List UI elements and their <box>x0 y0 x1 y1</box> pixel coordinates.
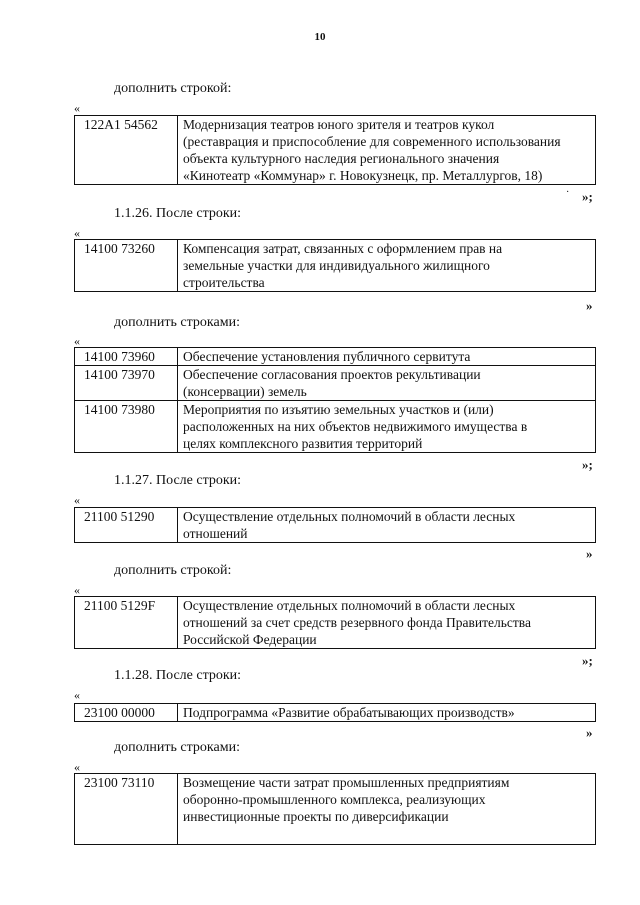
budget-code: 21100 5129F <box>75 597 178 649</box>
instruction-text: дополнить строкой: <box>114 81 232 96</box>
table-row <box>75 774 596 845</box>
budget-code: 14100 73970 <box>75 366 178 401</box>
instruction-text: дополнить строками: <box>114 740 240 755</box>
table-row <box>75 508 596 543</box>
open-quote: « <box>74 760 80 774</box>
open-quote: « <box>74 583 80 597</box>
table-row <box>75 366 596 401</box>
budget-code: 14100 73960 <box>75 348 178 366</box>
budget-code: 122A1 54562 <box>75 116 178 185</box>
budget-code: 14100 73260 <box>75 240 178 292</box>
code-table <box>74 239 596 292</box>
open-quote: « <box>74 101 80 115</box>
budget-code: 23100 73110 <box>75 774 178 845</box>
open-quote: « <box>74 334 80 348</box>
table-row <box>75 401 596 453</box>
description: Осуществление отдельных полномочий в области лесных отношений <box>178 508 596 543</box>
code-table <box>74 115 596 185</box>
table-row <box>75 597 596 649</box>
instruction-text: дополнить строкой: <box>114 563 232 578</box>
description: Компенсация затрат, связанных с оформлением прав на земельные участки для индивидуального жилищного строительства <box>178 240 596 292</box>
open-quote: « <box>74 226 80 240</box>
close-quote: »; <box>582 653 593 668</box>
description: Обеспечение согласования проектов рекультивации (консервации) земель <box>178 366 596 401</box>
close-quote: » <box>586 725 593 740</box>
budget-code: 21100 51290 <box>75 508 178 543</box>
stray-mark: · <box>566 187 570 198</box>
close-quote: » <box>586 546 593 561</box>
close-quote: » <box>586 298 593 313</box>
code-table <box>74 703 596 722</box>
code-table <box>74 596 596 649</box>
description: Подпрограмма «Развитие обрабатывающих производств» <box>178 704 596 722</box>
table-row <box>75 240 596 292</box>
open-quote: « <box>74 688 80 702</box>
description: Возмещение части затрат промышленных предприятиям оборонно-промышленного комплекса, реализующих инвестиционные проекты по диверсификации <box>178 774 596 845</box>
close-quote: »; <box>582 189 593 204</box>
code-table <box>74 347 596 453</box>
code-table <box>74 773 596 845</box>
code-table <box>74 507 596 543</box>
budget-code: 14100 73980 <box>75 401 178 453</box>
description: Мероприятия по изъятию земельных участков и (или) расположенных на них объектов недвижимого имущества в целях комплексного развития территорий <box>178 401 596 453</box>
table-row <box>75 704 596 722</box>
page-number: 10 <box>314 31 326 43</box>
instruction-text: дополнить строками: <box>114 315 240 330</box>
budget-code: 23100 00000 <box>75 704 178 722</box>
table-row <box>75 116 596 185</box>
description: Осуществление отдельных полномочий в области лесных отношений за счет средств резервного фонда Правительства Российской Федерации <box>178 597 596 649</box>
description: Обеспечение установления публичного сервитута <box>178 348 596 366</box>
clause-heading: 1.1.28. После строки: <box>114 668 242 683</box>
close-quote: »; <box>582 457 593 472</box>
open-quote: « <box>74 493 80 507</box>
description: Модернизация театров юного зрителя и театров кукол (реставрация и приспособление для современного использования объекта культурного наследия регионального значения «Кинотеатр «Коммунар» г. Новокузнецк, пр. Металлургов, 18) <box>178 116 596 185</box>
clause-heading: 1.1.26. После строки: <box>114 206 242 221</box>
table-row <box>75 348 596 366</box>
clause-heading: 1.1.27. После строки: <box>114 473 242 488</box>
